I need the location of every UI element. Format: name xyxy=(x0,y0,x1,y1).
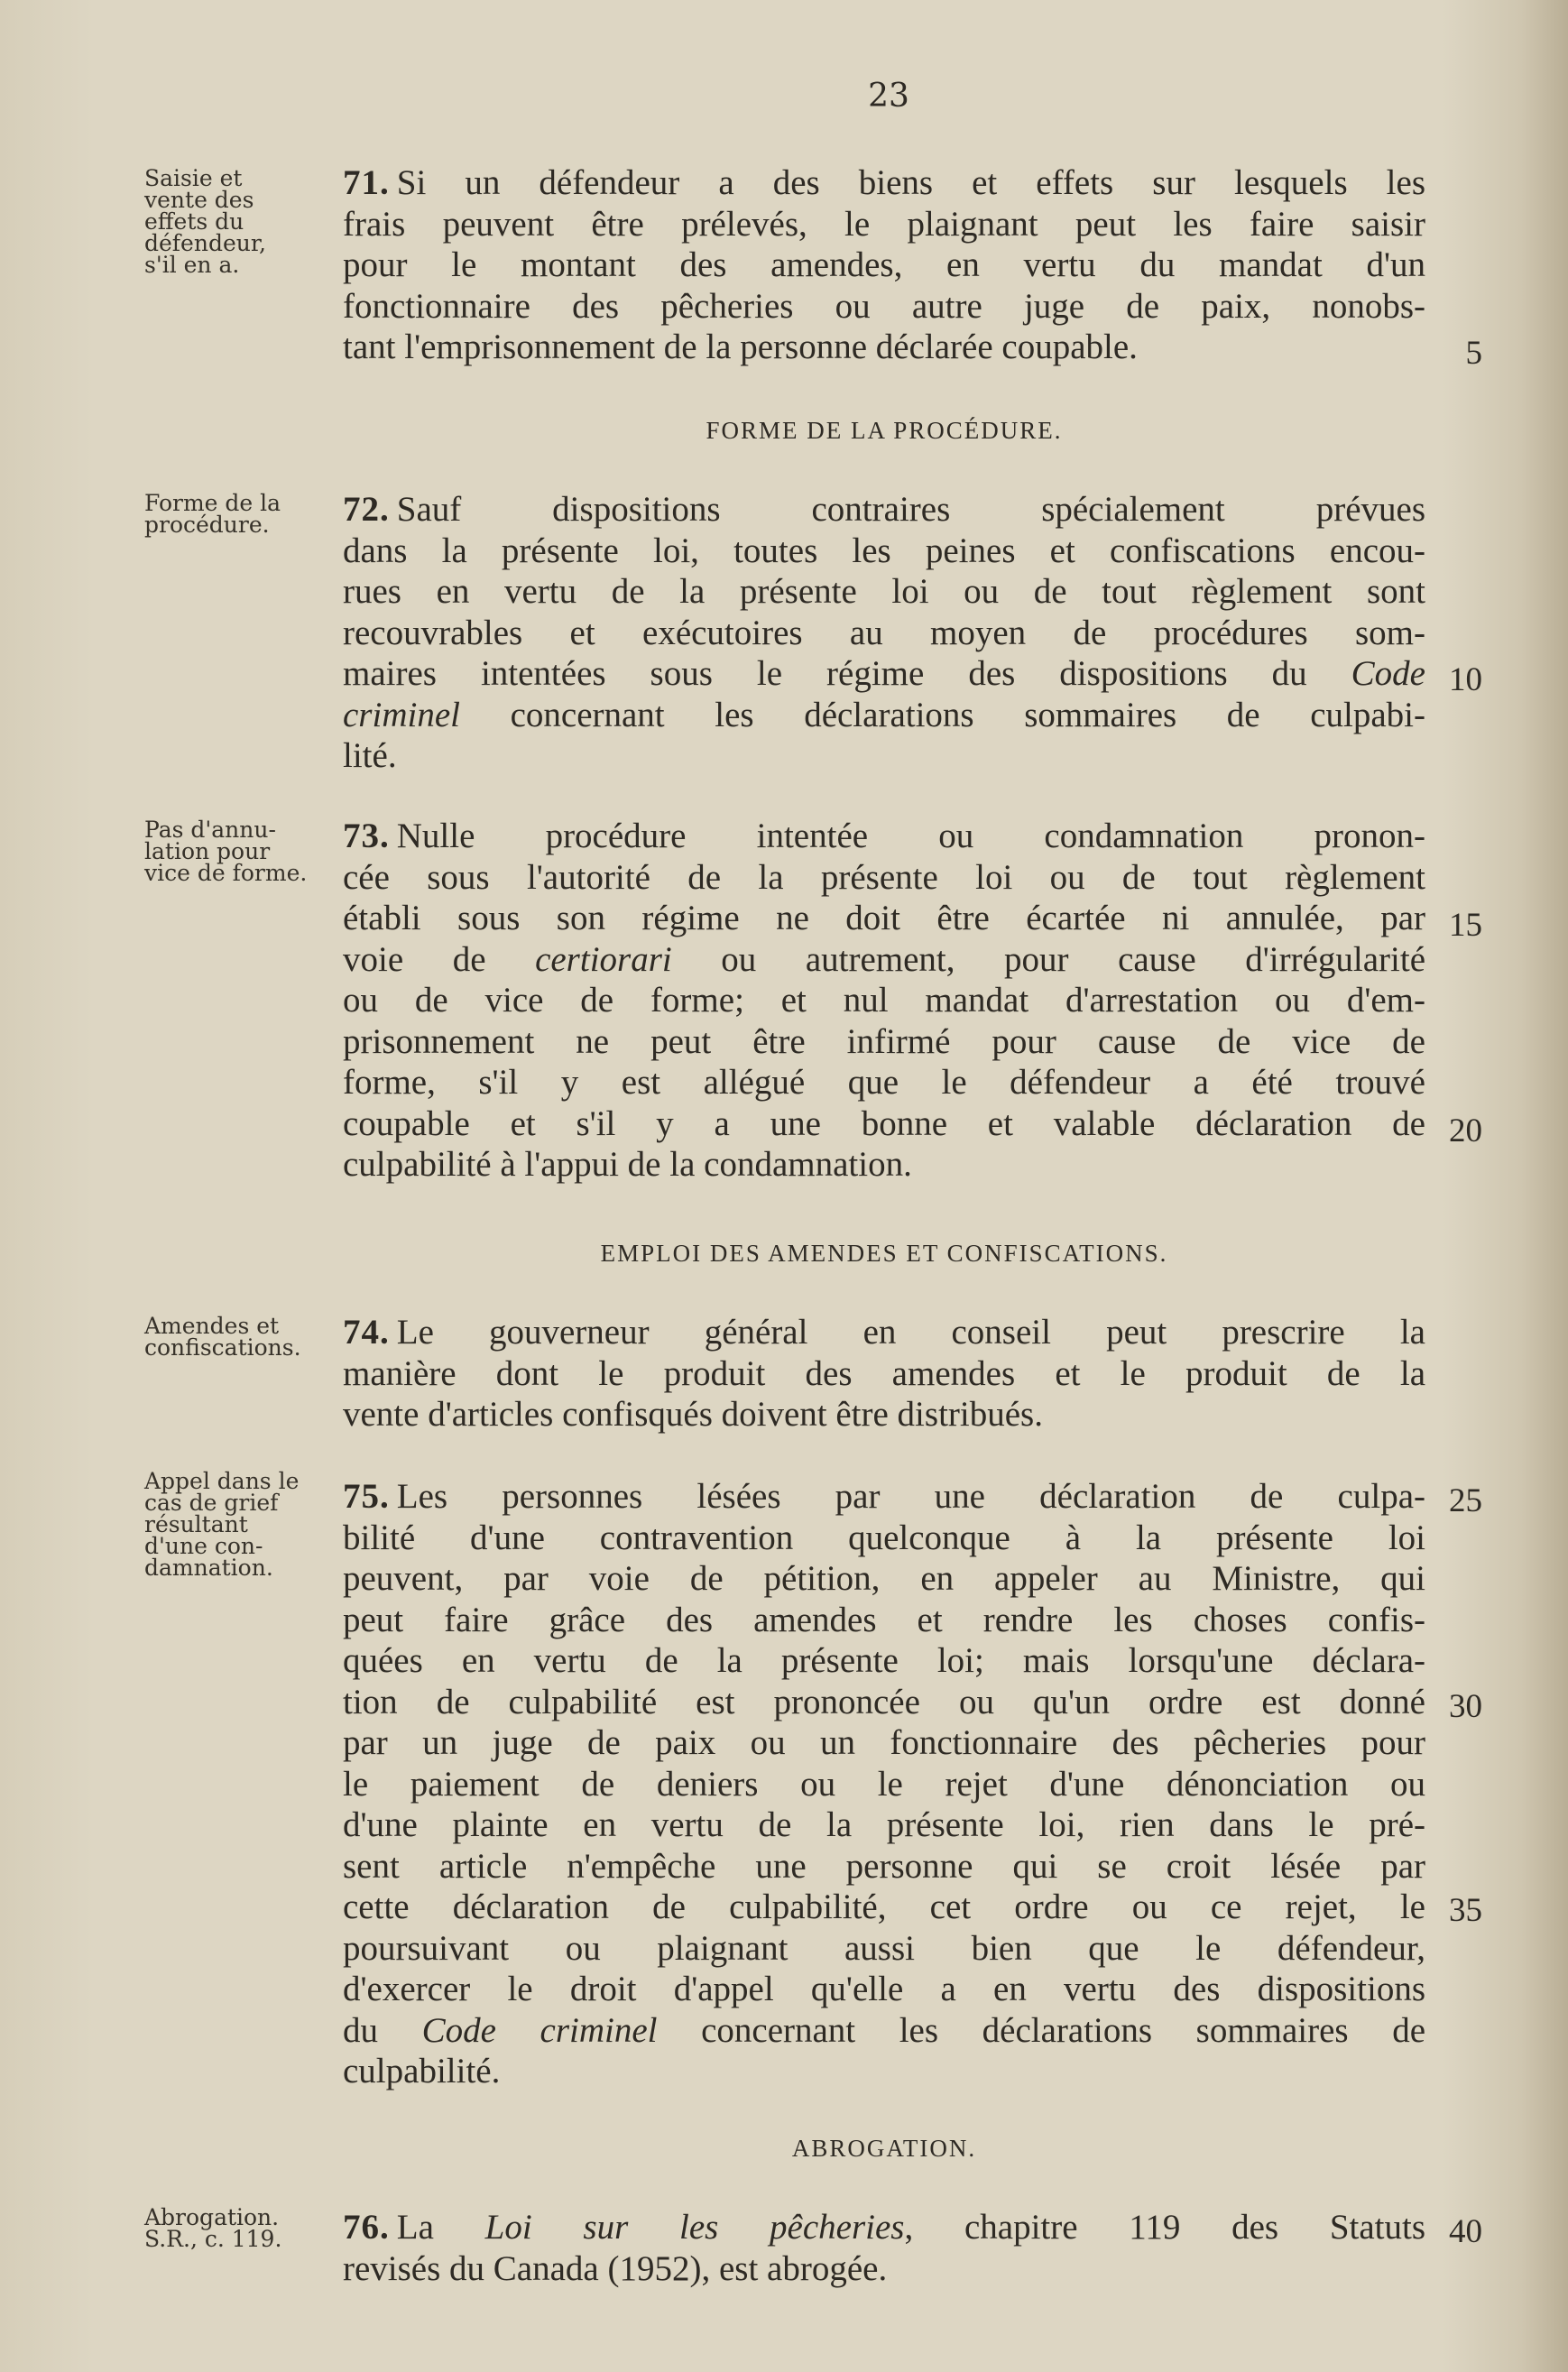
text-line: bilité d'une contravention quelconque à la présente loi xyxy=(343,1518,1425,1557)
margin-line: damnation. xyxy=(144,1555,273,1581)
text-line: tant l'emprisonnement de la personne déclarée coupable. xyxy=(343,328,1138,366)
article-75 xyxy=(343,1476,1425,2092)
text-line: frais peuvent être prélevés, le plaignant peut les faire saisir xyxy=(343,204,1425,244)
italic-text: Code xyxy=(1351,654,1425,693)
text-line: du xyxy=(343,2010,422,2050)
article-number: 71. xyxy=(343,163,390,202)
article-71 xyxy=(343,162,1425,368)
text-line: voie de xyxy=(343,939,536,979)
line-number: 30 xyxy=(1449,1688,1482,1725)
italic-text: Loi sur les pêcheries xyxy=(484,2208,905,2247)
section-heading: FORME DE LA PROCÉDURE. xyxy=(706,417,1063,444)
article-number: 73. xyxy=(343,817,390,855)
margin-line: confiscations. xyxy=(144,1334,301,1361)
text-line: tion de culpabilité est prononcée ou qu'un ordre est donné xyxy=(343,1682,1425,1721)
text-line: ou de vice de forme; et nul mandat d'arrestation ou d'em- xyxy=(343,981,1425,1020)
margin-note-73 xyxy=(144,819,338,884)
line-number: 35 xyxy=(1449,1892,1482,1929)
text-line: Sauf dispositions contraires spécialement prévues xyxy=(396,490,1425,529)
margin-line: vente des xyxy=(144,187,254,213)
margin-line: lation pour xyxy=(144,838,271,864)
margin-line: défendeur, xyxy=(144,230,266,256)
text-line: revisés du Canada (1952), est abrogée. xyxy=(343,2248,888,2288)
article-number: 75. xyxy=(343,1477,390,1516)
margin-line: Abrogation. xyxy=(144,2204,280,2230)
text-line: Le gouverneur général en conseil peut prescrire la xyxy=(396,1313,1425,1352)
text-line: maires intentées sous le régime des dispositions du xyxy=(343,654,1351,693)
line-number: 40 xyxy=(1449,2213,1482,2250)
section-heading: EMPLOI DES AMENDES ET CONFISCATIONS. xyxy=(600,1240,1168,1267)
margin-note-71 xyxy=(144,165,338,278)
text-line: culpabilité à l'appui de la condamnation. xyxy=(343,1145,912,1184)
text-line: Si un défendeur a des biens et effets sur lesquels les xyxy=(396,163,1425,202)
margin-line: Forme de la xyxy=(144,490,281,516)
article-number: 72. xyxy=(343,490,390,529)
text-line: , chapitre 119 des Statuts xyxy=(904,2208,1425,2247)
text-line: culpabilité. xyxy=(343,2052,501,2090)
margin-line: S.R., c. 119. xyxy=(144,2226,282,2252)
text-line: forme, s'il y est allégué que le défendeur a été trouvé xyxy=(343,1063,1425,1102)
italic-text: certiorari xyxy=(535,939,672,979)
margin-line: d'une con- xyxy=(144,1533,263,1559)
margin-line: Saisie et xyxy=(144,165,243,191)
margin-line: résultant xyxy=(144,1511,248,1537)
text-line: La xyxy=(396,2208,485,2247)
text-line: concernant les déclarations sommaires de culpabi- xyxy=(459,695,1425,734)
text-line: fonctionnaire des pêcheries ou autre juge de paix, nonobs- xyxy=(343,286,1425,326)
italic-text: criminel xyxy=(343,695,460,734)
margin-line: cas de grief xyxy=(144,1490,279,1516)
line-number: 25 xyxy=(1449,1482,1482,1519)
article-number: 74. xyxy=(343,1313,390,1352)
text-line: d'une plainte en vertu de la présente loi, rien dans le pré- xyxy=(343,1805,1425,1844)
text-line: manière dont le produit des amendes et le produit de la xyxy=(343,1353,1425,1393)
margin-note-72 xyxy=(144,490,338,538)
article-number: 76. xyxy=(343,2208,390,2247)
margin-note-76 xyxy=(144,2204,338,2252)
page-number: 23 xyxy=(868,78,909,115)
text-line: cée sous l'autorité de la présente loi ou de tout règlement xyxy=(343,857,1425,897)
text-line: sent article n'empêche une personne qui se croit lésée par xyxy=(343,1846,1425,1886)
margin-line: procédure. xyxy=(144,512,270,538)
text-line: dans la présente loi, toutes les peines et confiscations encou- xyxy=(343,531,1425,570)
text-line: d'exercer le droit d'appel qu'elle a en vertu des dispositions xyxy=(343,1970,1425,2008)
text-line: coupable et s'il y a une bonne et valable déclaration de xyxy=(343,1103,1425,1143)
article-72 xyxy=(343,489,1425,777)
text-line: lité. xyxy=(343,736,397,775)
article-76 xyxy=(343,2207,1425,2289)
text-line: par un juge de paix ou un fonctionnaire des pêcheries pour xyxy=(343,1723,1425,1762)
section-heading: ABROGATION. xyxy=(791,2135,977,2162)
margin-line: Amendes et xyxy=(144,1313,280,1339)
text-line: Nulle procédure intentée ou condamnation pronon- xyxy=(396,817,1425,855)
margin-line: s'il en a. xyxy=(144,252,240,278)
margin-line: Pas d'annu- xyxy=(144,817,276,843)
text-line: concernant les déclarations sommaires de xyxy=(657,2010,1426,2050)
margin-note-74 xyxy=(144,1315,338,1359)
text-line: pour le montant des amendes, en vertu du mandat d'un xyxy=(343,245,1425,284)
text-line: recouvrables et exécutoires au moyen de procédures som- xyxy=(343,613,1425,652)
text-line: établi sous son régime ne doit être écartée ni annulée, par xyxy=(343,899,1425,937)
line-number: 5 xyxy=(1465,335,1482,372)
text-line: quées en vertu de la présente loi; mais lorsqu'une déclara- xyxy=(343,1641,1425,1680)
text-line: Les personnes lésées par une déclaration de culpa- xyxy=(396,1477,1425,1516)
italic-text: Code criminel xyxy=(421,2010,658,2050)
text-line: poursuivant ou plaignant aussi bien que le défendeur, xyxy=(343,1928,1425,1968)
line-number: 20 xyxy=(1449,1112,1482,1149)
line-number: 10 xyxy=(1449,661,1482,698)
margin-line: effets du xyxy=(144,208,244,235)
article-73 xyxy=(343,816,1425,1186)
text-line: prisonnement ne peut être infirmé pour cause de vice de xyxy=(343,1021,1425,1061)
text-line: le paiement de deniers ou le rejet d'une dénonciation ou xyxy=(343,1764,1425,1804)
text-line: ou autrement, pour cause d'irrégularité xyxy=(671,939,1425,979)
text-line: cette déclaration de culpabilité, cet ordre ou ce rejet, le xyxy=(343,1887,1425,1926)
text-line: rues en vertu de la présente loi ou de tout règlement sont xyxy=(343,572,1425,611)
margin-line: vice de forme. xyxy=(144,860,308,886)
line-number: 15 xyxy=(1449,907,1482,944)
text-line: peuvent, par voie de pétition, en appeler au Ministre, qui xyxy=(343,1559,1425,1598)
text-line: vente d'articles confisqués doivent être distribués. xyxy=(343,1395,1043,1434)
margin-note-75 xyxy=(144,1468,338,1581)
text-line: peut faire grâce des amendes et rendre les choses confis- xyxy=(343,1600,1425,1639)
margin-line: Appel dans le xyxy=(144,1468,300,1494)
article-74 xyxy=(343,1312,1425,1435)
